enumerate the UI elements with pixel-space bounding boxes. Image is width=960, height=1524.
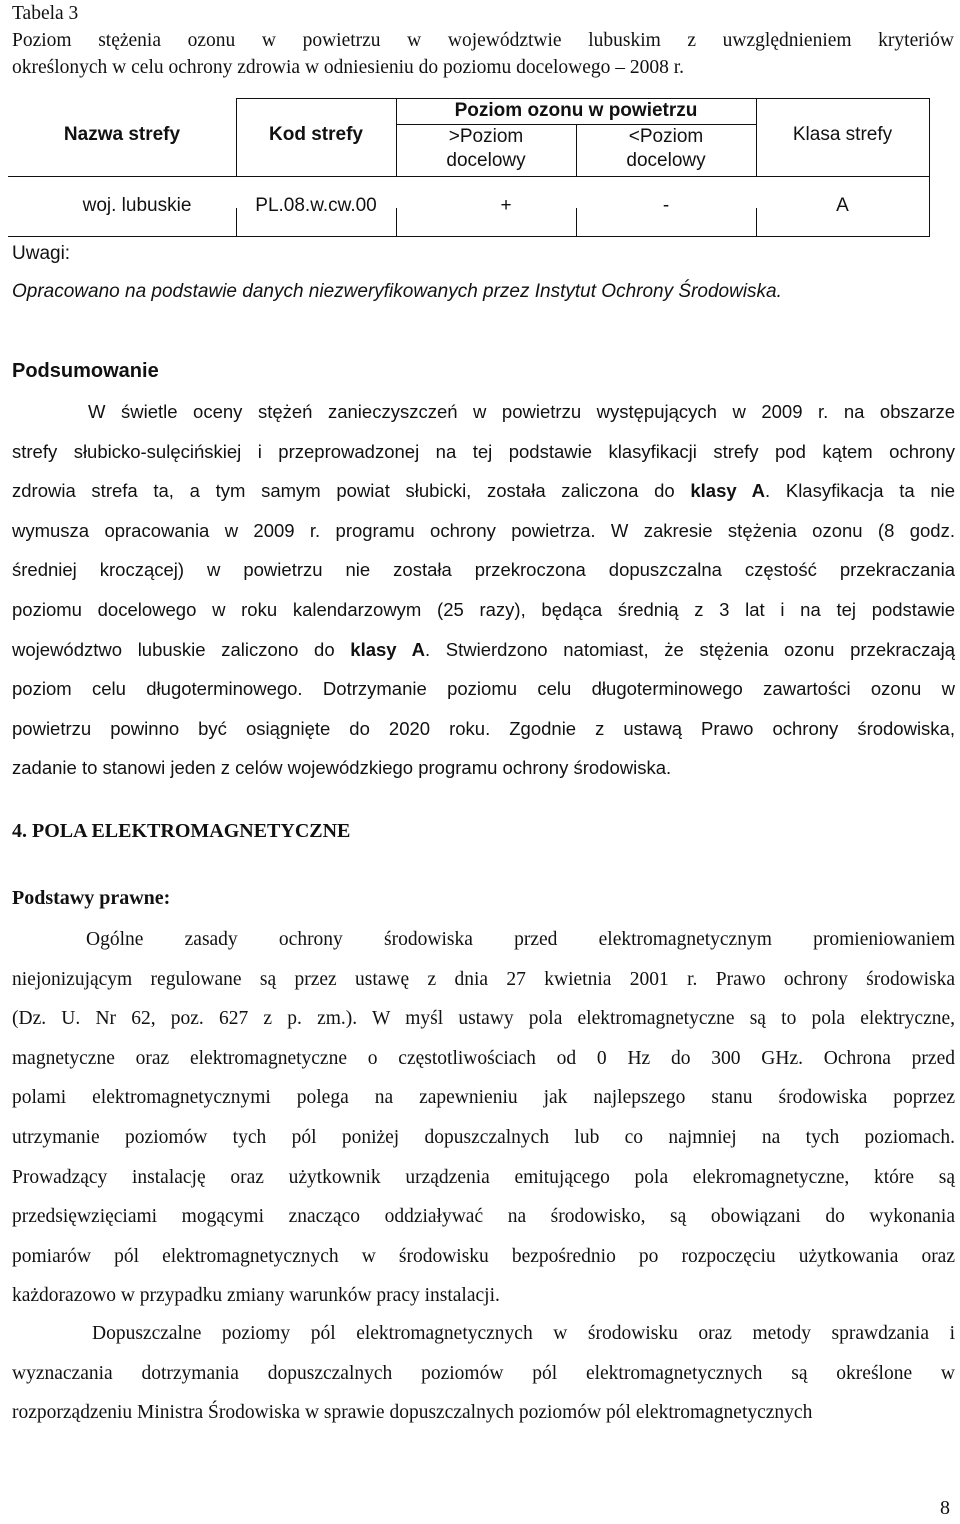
paragraph-line: powietrzu powinno być osiągnięte do 2020 roku. Zgodnie z ustawą Prawo ochrony środowiska, <box>12 717 955 739</box>
paragraph-line: utrzymanie poziomów tych pól poniżej dopuszczalnych lub co najmniej na tych poziomach. <box>12 1126 955 1148</box>
paragraph-line: poziomu docelowego w roku kalendarzowym (25 razy), będąca średnią z 3 lat i na tej podstawie <box>12 598 955 620</box>
header-below-line-2: docelowy <box>626 150 706 171</box>
paragraph-line: rozporządzeniu Ministra Środowiska w sprawie dopuszczalnych poziomów pól elektromagnetycznych <box>12 1402 813 1424</box>
paragraph-line: średniej kroczącej) w powietrzu nie została przekroczona dopuszczalna częstość przekraczania <box>12 559 955 581</box>
bold-term: klasy A <box>690 480 766 502</box>
paragraph-line: poziom celu długoterminowego. Dotrzymanie poziomu celu długoterminowego zawartości ozonu w <box>12 678 955 700</box>
legal-basis-heading: Podstawy prawne: <box>12 887 171 909</box>
header-zone-class: Klasa strefy <box>792 124 893 145</box>
table-label: Tabela 3 <box>12 3 79 24</box>
paragraph-line: Dopuszczalne poziomy pól elektromagnetycznych w środowisku oraz metody sprawdzania i <box>92 1323 955 1344</box>
cell-below-target: - <box>662 195 670 216</box>
paragraph-line: niejonizującym regulowane są przez ustawę z dnia 27 kwietnia 2001 r. Prawo ochrony środowiska <box>12 968 955 990</box>
paragraph-line: wyznaczania dotrzymania dopuszczalnych poziomów pól elektromagnetycznych są określone w <box>12 1362 955 1384</box>
notes-text: Opracowano na podstawie danych niezweryfikowanych przez Instytut Ochrony Środowiska. <box>12 281 782 302</box>
ozone-table <box>8 98 930 238</box>
paragraph-line: polami elektromagnetycznymi polega na zapewnieniu jak najlepszego stanu środowiska poprzez <box>12 1087 955 1109</box>
bold-term: klasy A <box>350 638 425 660</box>
header-zone-name: Nazwa strefy <box>63 124 181 145</box>
paragraph-line: wymusza opracowania w 2009 r. programu ochrony powietrza. W zakresie stężenia ozonu (8 godz. <box>12 519 955 541</box>
section-heading: 4. POLA ELEKTROMAGNETYCZNE <box>12 820 351 842</box>
notes-label: Uwagi: <box>12 243 71 264</box>
paragraph-line: (Dz. U. Nr 62, poz. 627 z p. zm.). W myśl ustawy pola elektromagnetyczne są to pola elektryczne, <box>12 1008 955 1030</box>
cell-zone-name: woj. lubuskie <box>82 195 192 216</box>
header-zone-code: Kod strefy <box>269 124 363 145</box>
header-below-target <box>576 125 756 173</box>
header-above-target <box>396 125 576 173</box>
paragraph-line: W świetle oceny stężeń zanieczyszczeń w powietrzu występujących w 2009 r. na obszarze <box>88 401 955 422</box>
paragraph-line: przedsięwzięciami mogącymi znacząco oddziaływać na środowisko, są obowiązani do wykonania <box>12 1206 955 1228</box>
header-below-line-1: <Poziom <box>628 126 704 147</box>
paragraph-line: zadanie to stanowi jeden z celów wojewódzkiego programu ochrony środowiska. <box>12 757 672 779</box>
paragraph-line: województwo lubuskie zaliczono do klasy A. Stwierdzono natomiast, że stężenia ozonu przekraczają <box>12 638 956 660</box>
legal-basis-paragraph-2 <box>12 1314 955 1433</box>
header-above-line-1: >Poziom <box>448 126 524 147</box>
paragraph-line: pomiarów pól elektromagnetycznych w środowisku bezpośrednio po rozpoczęciu użytkowania oraz <box>12 1245 955 1267</box>
paragraph-line: strefy słubicko-sulęcińskiej i przeprowadzonej na tej podstawie klasyfikacji strefy pod kątem ochrony <box>12 440 955 462</box>
paragraph-line: magnetyczne oraz elektromagnetyczne o częstotliwościach od 0 Hz do 300 GHz. Ochrona przed <box>12 1047 955 1069</box>
header-above-line-2: docelowy <box>446 150 526 171</box>
paragraph-line: Prowadzący instalację oraz użytkownik urządzenia emitującego pola elekromagnetyczne, które są <box>12 1166 955 1188</box>
cell-zone-class: A <box>836 195 849 216</box>
page-number: 8 <box>940 1497 950 1519</box>
caption-line-1: Poziom stężenia ozonu w powietrzu w województwie lubuskim z uwzględnieniem kryteriów <box>12 30 954 51</box>
summary-heading: Podsumowanie <box>12 360 159 382</box>
caption-line-2: określonych w celu ochrony zdrowia w odniesieniu do poziomu docelowego – 2008 r. <box>12 57 685 78</box>
header-ozone-level: Poziom ozonu w powietrzu <box>454 100 698 121</box>
cell-above-target: + <box>500 195 512 216</box>
table-caption <box>12 0 954 81</box>
cell-zone-code: PL.08.w.cw.00 <box>255 195 377 216</box>
paragraph-line: Ogólne zasady ochrony środowiska przed elektromagnetycznym promieniowaniem <box>86 929 955 950</box>
legal-basis-paragraph-1 <box>12 920 955 1316</box>
summary-paragraph <box>12 392 955 788</box>
paragraph-line: każdorazowo w przypadku zmiany warunków pracy instalacji. <box>12 1285 500 1307</box>
paragraph-line: zdrowia strefa ta, a tym samym powiat słubicki, została zaliczona do klasy A. Klasyfikacja ta nie <box>12 480 956 502</box>
